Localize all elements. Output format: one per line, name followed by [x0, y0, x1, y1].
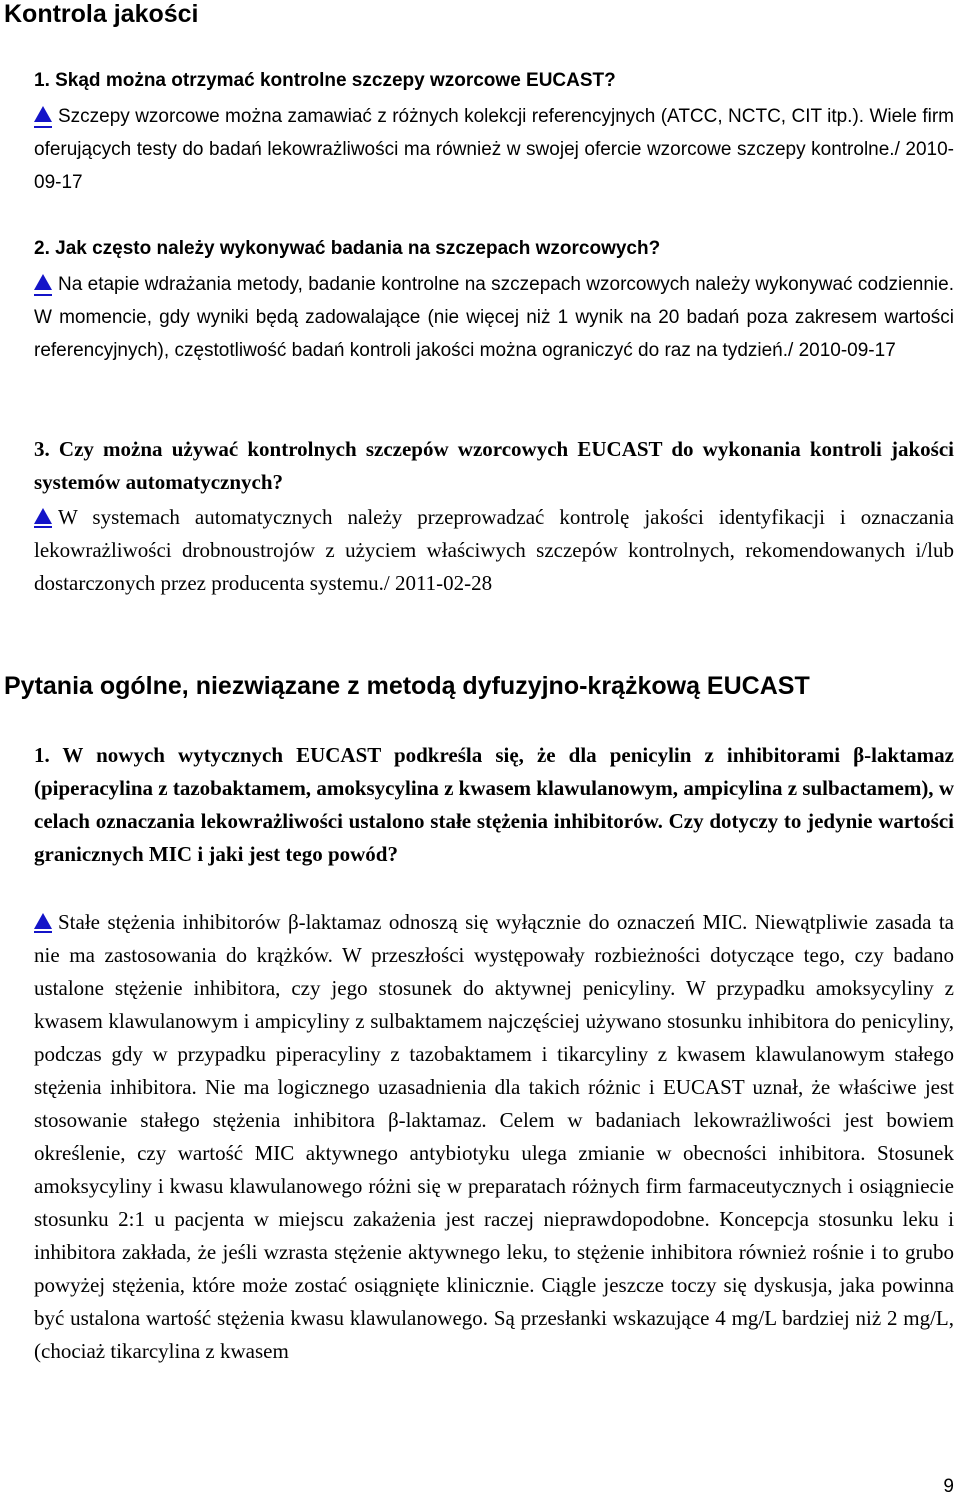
- answer-inhibitors-text: Stałe stężenia inhibitorów β-laktamaz odnoszą się wyłącznie do oznaczeń MIC. Niewątpliwie zasada ta nie ma zastosowania do krążków. W przeszłości występowały rozbieżności dotyczące tego, czy badano ustalone stężenie inhibitora, czy jego stosunek do aktywnej penicyliny. W przypadku amoksycyliny z kwasem klawulanowym i ampicyliny z sulbaktamem najczęściej używano stosunku inhibitora do penicyliny, podczas gdy w przypadku piperacyliny z tazobaktamem i tikarcyliny z kwasem klawulanowym stałego stężenia inhibitora. Nie ma logicznego uzasadnienia dla takich różnic i EUCAST uznał, że właściwe jest stosowanie stałego stężenia inhibitora β-laktamaz. Celem w badaniach lekowrażliwości jest bowiem określenie, czy wartość MIC aktywnego antybiotyku ulega zmianie w obecności inhibitora. Stosunek amoksycyliny i kwasu klawulanowego różni się w preparatach różnych firm farmaceutycznych i osiągniecie stosunku 2:1 u pacjenta w miejscu zakażenia jest raczej nieprawdopodobne. Koncepcja stosunku leku i inhibitora zakłada, że jeśli wzrasta stężenie aktywnego leku, to stężenie inhibitora również rośnie i to grubo powyżej stężenia, które może zostać osiągnięte klinicznie. Ciągle jeszcze toczy się dyskusja, jaka powinna być ustalona wartość stężenia kwasu klawulanowego. Są przesłanki wskazujące 4 mg/L bardziej niż 2 mg/L, (chociaż tikarcylina z kwasem: [34, 910, 954, 1363]
- answer-marker-icon: [34, 913, 52, 933]
- page-number: 9: [943, 1476, 954, 1497]
- answer-2-text: Na etapie wdrażania metody, badanie kontrolne na szczepach wzorcowych należy wykonywać codziennie. W momencie, gdy wyniki będą zadowalające (nie więcej niż 1 wynik na 20 badań poza zakresem wartości referencyjnych), częstotliwość badań kontroli jakości można ograniczyć do raz na tydzień./ 2010-09-17: [34, 274, 954, 361]
- heading-quality-control: Kontrola jakości: [4, 0, 199, 28]
- question-inhibitors: 1. W nowych wytycznych EUCAST podkreśla się, że dla penicylin z inhibitorami β-laktamaz (piperacylina z tazobaktamem, amoksycylina z kwasem klawulanowym, ampicylina z sulbactamem), w celach oznaczania lekowrażliwości ustalono stałe stężenia inhibitorów. Czy dotyczy to jedynie wartości granicznych MIC i jaki jest tego powód?: [34, 743, 954, 866]
- answer-3-text: W systemach automatycznych należy przeprowadzać kontrolę jakości identyfikacji i oznaczania lekowrażliwości drobnoustrojów z użyciem właściwych szczepów kontrolnych, rekomendowanych i/lub dostarczonych przez producenta systemu./ 2011-02-28: [34, 505, 954, 595]
- answer-1-sources: [34, 100, 954, 199]
- answer-marker-icon: [34, 508, 52, 528]
- question-2-frequency: 2. Jak często należy wykonywać badania na szczepach wzorcowych?: [34, 238, 661, 259]
- heading-general-questions: Pytania ogólne, niezwiązane z metodą dyfuzyjno-krążkową EUCAST: [4, 672, 810, 700]
- question-1-sources: 1. Skąd można otrzymać kontrolne szczepy wzorcowe EUCAST?: [34, 70, 616, 91]
- answer-3-automated: [34, 501, 954, 600]
- answer-1-text: Szczepy wzorcowe można zamawiać z różnych kolekcji referencyjnych (ATCC, NCTC, CIT itp.). Wiele firm oferujących testy do badań lekowrażliwości ma również w swojej ofercie wzorcowe szczepy kontrolne./ 2010-09-17: [34, 106, 954, 193]
- answer-marker-icon: [34, 274, 52, 296]
- answer-2-frequency: [34, 268, 954, 367]
- answer-marker-icon: [34, 106, 52, 128]
- answer-inhibitors: [34, 906, 954, 1368]
- question-3-automated: 3. Czy można używać kontrolnych szczepów wzorcowych EUCAST do wykonania kontroli jakości systemów automatycznych?: [34, 437, 954, 494]
